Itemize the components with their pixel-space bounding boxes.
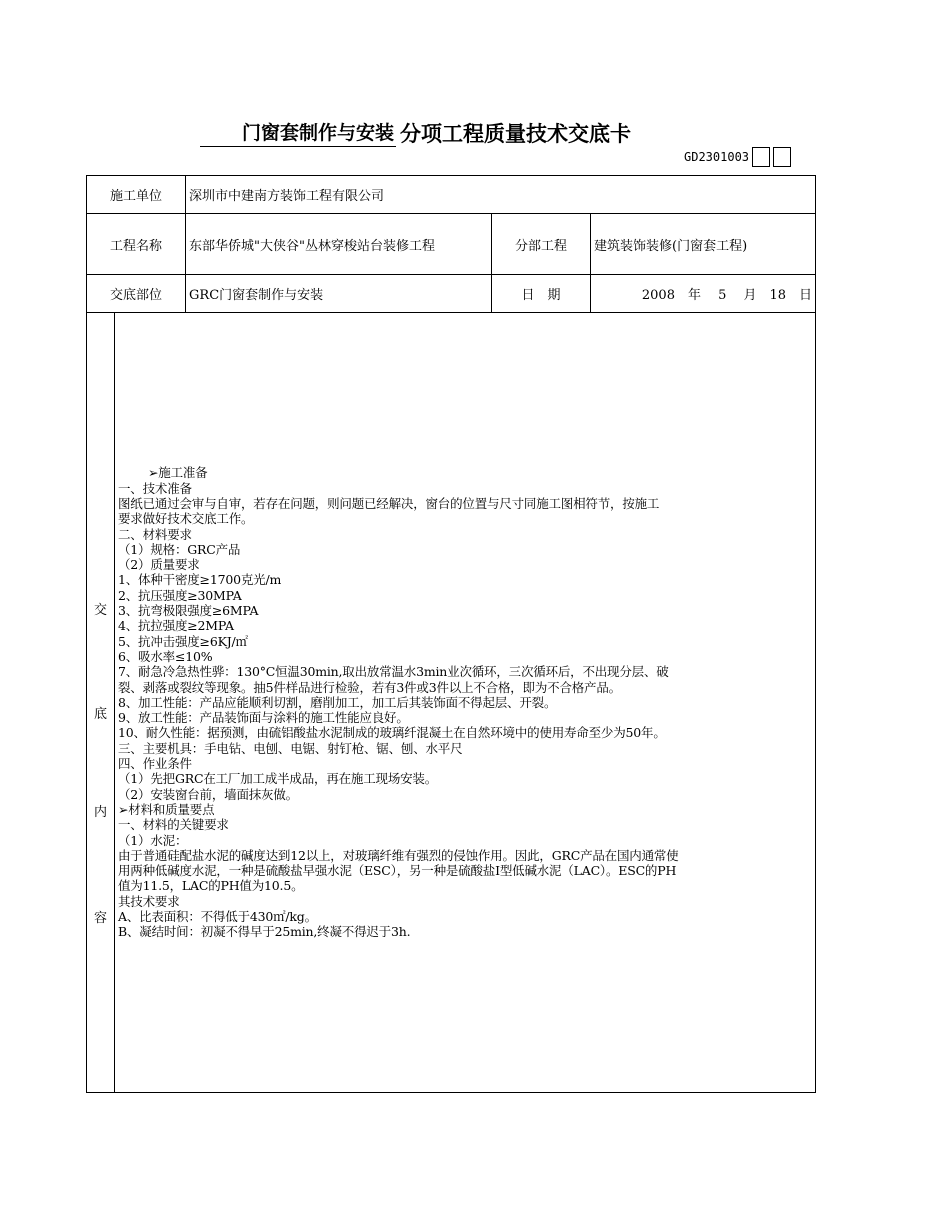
content-line: ➢施工准备	[148, 465, 208, 481]
content-line: （2）安装窗台前，墙面抹灰做。	[118, 786, 298, 802]
document-code-text: GD2301003	[684, 150, 750, 164]
content-side-label	[87, 313, 115, 1093]
content-line: 1、体种干密度≥1700克光/m	[118, 572, 282, 588]
title-prefix-field	[200, 96, 396, 147]
code-box-2	[773, 147, 791, 167]
form-row-part	[87, 275, 816, 313]
sub-project-label: 分部工程	[492, 214, 591, 275]
project-label: 工程名称	[87, 214, 186, 275]
disclosure-form	[86, 175, 816, 1093]
content-line: （1）规格：GRC产品	[118, 541, 241, 557]
content-line: B、凝结时间：初凝不得早于25min,终凝不得迟于3h.	[118, 924, 411, 940]
form-row-project	[87, 214, 816, 275]
content-line: 图纸已通过会审与自审，若存在问题，则问题已经解决，窗台的位置与尺寸同施工图相符节，按施工	[118, 495, 660, 511]
content-line: （1）先把GRC在工厂加工成半成品，再在施工现场安装。	[118, 771, 438, 787]
content-line: ➢材料和质量要点	[118, 801, 215, 817]
content-line: 三、主要机具：手电钻、电刨、电锯、射钉枪、锯、刨、水平尺	[118, 740, 463, 756]
content-line: 8、加工性能：产品应能顺利切割，磨削加工，加工后其装饰面不得起层、开裂。	[118, 694, 557, 710]
form-row-unit	[87, 176, 816, 214]
content-line: 4、抗拉强度≥2MPA	[118, 618, 234, 634]
page-title: 分项工程质量技术交底卡	[400, 122, 631, 146]
content-line: 其技术要求	[118, 893, 180, 909]
side-char-1: 交	[93, 603, 107, 618]
content-line: （1）水泥：	[118, 832, 188, 848]
unit-label: 施工单位	[87, 176, 186, 214]
content-line: 5、抗冲击强度≥6KJ/㎡	[118, 633, 248, 649]
content-line: （2）质量要求	[118, 557, 200, 573]
content-line: 裂、剥落或裂纹等现象。抽5件样品进行检验，若有3件或3件以上不合格，即为不合格产品。	[118, 679, 621, 695]
form-row-content	[87, 313, 816, 1093]
side-char-4: 容	[93, 911, 107, 926]
content-line: 要求做好技术交底工作。	[118, 511, 254, 527]
project-value: 东部华侨城"大侠谷"丛林穿梭站台装修工程	[186, 214, 492, 275]
content-line: 一、材料的关键要求	[118, 817, 229, 833]
content-line: 10、耐久性能：据预测，由硫铝酸盐水泥制成的玻璃纤混凝土在自然环境中的使用寿命至少为50年。	[118, 725, 666, 741]
part-value: GRC门窗套制作与安装	[186, 275, 492, 313]
title-prefix-text: 门窗套制作与安装	[241, 122, 394, 144]
date-label: 日 期	[492, 275, 591, 313]
content-line: 一、技术准备	[118, 480, 192, 496]
content-line: 7、耐急冷急热性骅：130°C恒温30min,取出放常温水3min业次循环，三次循环后，不出现分层、破	[118, 664, 669, 680]
content-line: 值为11.5，LAC的PH值为10.5。	[118, 878, 304, 894]
side-char-2: 底	[93, 707, 107, 722]
sub-project-value: 建筑装饰装修(门窗套工程)	[591, 214, 816, 275]
content-line: 由于普通硅配盐水泥的碱度达到12以上，对玻璃纤维有强烈的侵蚀作用。因此，GRC产品在国内通常使	[118, 847, 679, 863]
document-code	[684, 146, 791, 168]
content-line: A、比表面积：不得低于430㎡/kg。	[118, 909, 317, 924]
code-box-1	[752, 147, 770, 167]
unit-value: 深圳市中建南方装饰工程有限公司	[186, 176, 816, 214]
content-line: 9、放工性能：产品装饰面与涂料的施工性能应良好。	[118, 710, 409, 726]
part-label: 交底部位	[87, 275, 186, 313]
content-line: 6、吸水率≤10%	[118, 648, 213, 664]
date-value: 2008 年 5 月 18 日	[591, 275, 816, 313]
content-line: 二、材料要求	[118, 526, 192, 542]
content-line: 2、抗压强度≥30MPA	[118, 587, 242, 603]
content-line: 用两种低碱度水泥，一种是硫酸盐早强水泥（ESC），另一种是硫酸盐I型低碱水泥（LAC）。ESC的PH	[118, 863, 677, 879]
content-line: 3、抗弯极限强度≥6MPA	[118, 603, 259, 619]
content-body	[115, 313, 816, 1093]
content-line: 四、作业条件	[118, 756, 192, 772]
title-block	[200, 96, 680, 148]
side-char-3: 内	[93, 805, 107, 820]
